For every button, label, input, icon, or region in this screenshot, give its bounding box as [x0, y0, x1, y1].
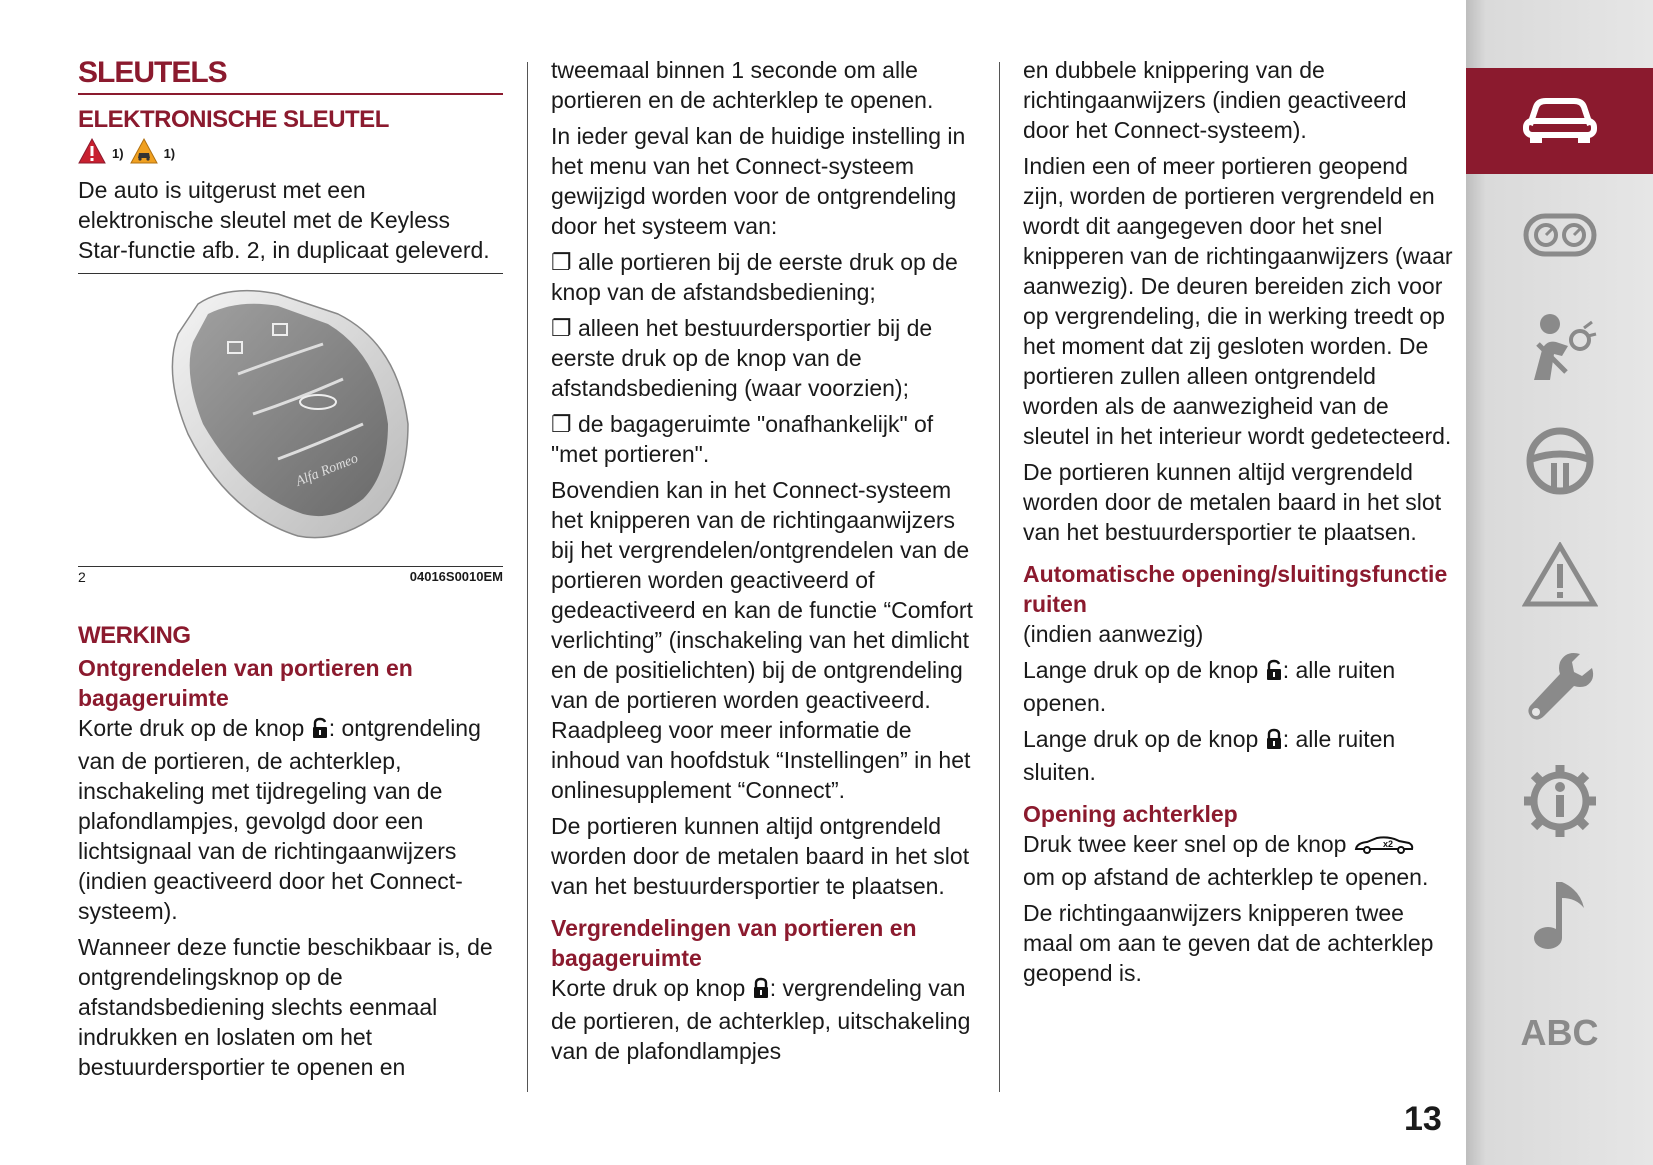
- sidebar-item-technical[interactable]: [1466, 750, 1653, 856]
- subsection-windows: Automatische opening/sluitingsfunctie ruiten: [1023, 561, 1448, 617]
- windows-close-text: Lange druk op de knop : alle ruiten sluiten.: [1023, 726, 1396, 785]
- danger-warning-icon: [78, 137, 106, 172]
- svg-text:x2: x2: [1382, 839, 1393, 849]
- sidebar-item-safety[interactable]: [1466, 297, 1653, 403]
- paragraph: Indien een of meer portieren geopend zijn, worden de portieren vergrendeld en wordt dit aangegeven door het snel knipperen van de richtingaanwijzers (waar aanwezig). De deuren bereiden zich voor op vergrendeling, die in werking treedt op het moment dat zij gesloten worden. De portieren zullen alleen ontgrendeld worden als de aanwezigheid van de sleutel in het interieur wordt gedetecteerd.: [1023, 153, 1453, 449]
- paragraph: Bovendien kan in het Connect-systeem het knipperen van de richtingaanwijzers bij het vergrendelen/ontgrendelen van de portieren worden geactiveerd of gedeactiveerd en kan de functie “Comfort verlichting” (inschakeling van het dimlicht en de positielichten) bij de ontgrendeling van de portieren worden geactiveerd. Raadpleeg voor meer informatie de inhoud van hoofdstuk “Instellingen” in het onlinesupplement “Connect”.: [551, 477, 973, 803]
- subsection-unlock: Ontgrendelen van portieren en bagageruimte: [78, 655, 413, 711]
- tailgate-x2-icon: [1353, 832, 1415, 862]
- column-1: [78, 55, 503, 1088]
- column-divider: [527, 62, 528, 1092]
- warning-ref: 1): [163, 146, 176, 161]
- sidebar-item-index[interactable]: [1466, 980, 1653, 1086]
- section-title-werking: WERKING: [78, 622, 191, 649]
- paragraph: en dubbele knippering van de richtingaanwijzers (indien geactiveerd door het Connect-systeem).: [1023, 57, 1407, 143]
- paragraph: tweemaal binnen 1 seconde om alle portieren en de achterklep te openen.: [551, 57, 934, 113]
- chapter-sidebar: [1466, 0, 1653, 1165]
- index-label: ABC: [1520, 1012, 1599, 1053]
- column-divider: [999, 62, 1000, 1092]
- airbag-icon: [1522, 310, 1598, 391]
- figure-caption: [78, 567, 503, 587]
- list-item: ❐ alle portieren bij de eerste druk op de knop van de afstandsbediening;: [551, 247, 981, 307]
- sidebar-item-dashboard[interactable]: [1466, 184, 1653, 290]
- warning-symbols: [78, 137, 503, 171]
- section-title-key: ELEKTRONISCHE SLEUTEL: [78, 106, 389, 133]
- list-item: ❐ de bagageruimte "onafhankelijk" of "met portieren".: [551, 409, 981, 469]
- list-item: ❐ alleen het bestuurdersportier bij de eerste druk op de knop van de afstandsbediening (waar voorzien);: [551, 313, 981, 403]
- unlock-icon: [1265, 658, 1283, 688]
- sidebar-item-maintenance[interactable]: [1466, 637, 1653, 743]
- intro-text: De auto is uitgerust met een elektronische sleutel met de Keyless Star-functie afb. 2, in duplicaat geleverd.: [78, 177, 490, 263]
- car-icon: [1522, 91, 1598, 152]
- unlock-icon: [311, 716, 329, 746]
- figure-code: 04016S0010EM: [409, 569, 503, 584]
- steering-wheel-icon: [1524, 425, 1596, 502]
- key-fob-image: [78, 274, 503, 566]
- subsection-tailgate: Opening achterklep: [1023, 801, 1238, 827]
- sidebar-item-emergency[interactable]: [1466, 524, 1653, 630]
- paragraph: De richtingaanwijzers knipperen twee maal om aan te geven dat de achterklep geopend is.: [1023, 900, 1434, 986]
- tailgate-text: Druk twee keer snel op de knop x2 om op afstand de achterklep te openen.: [1023, 831, 1429, 890]
- paragraph: (indien aanwezig): [1023, 621, 1204, 647]
- lock-text: Korte druk op knop : vergrendeling van de portieren, de achterklep, uitschakeling van de plafondlampjes: [551, 975, 971, 1064]
- sidebar-item-driving[interactable]: [1466, 410, 1653, 516]
- column-2: [551, 55, 981, 1072]
- wrench-icon: [1522, 650, 1598, 731]
- music-note-icon: [1530, 876, 1590, 957]
- info-gear-icon: [1522, 763, 1598, 844]
- car-caution-icon: [130, 137, 158, 172]
- sidebar-item-car[interactable]: [1466, 68, 1653, 174]
- key-figure: [78, 273, 503, 567]
- sidebar-item-multimedia[interactable]: [1466, 863, 1653, 969]
- paragraph: De portieren kunnen altijd ontgrendeld worden door de metalen baard in het slot van het bestuurdersportier te plaatsen.: [551, 813, 970, 899]
- paragraph: De portieren kunnen altijd vergrendeld worden door de metalen baard in het slot van het bestuurdersportier te plaatsen.: [1023, 459, 1442, 545]
- subsection-lock: Vergrendelingen van portieren en bagageruimte: [551, 915, 917, 971]
- paragraph: In ieder geval kan de huidige instelling in het menu van het Connect-systeem gewijzigd worden voor de ontgrendeling door het systeem van:: [551, 123, 966, 239]
- dashboard-icon: [1522, 210, 1598, 265]
- windows-open-text: Lange druk op de knop : alle ruiten openen.: [1023, 657, 1396, 716]
- figure-number: 2: [78, 569, 86, 585]
- warning-ref: 1): [112, 146, 124, 161]
- warning-icon: [1522, 542, 1598, 613]
- lock-icon: [752, 976, 770, 1006]
- page-number: 13: [1404, 1100, 1442, 1138]
- unlock-text-2: Wanneer deze functie beschikbaar is, de ontgrendelingsknop op de afstandsbediening slechts eenmaal indrukken en loslaten om het bestuurdersportier te openen en: [78, 934, 493, 1080]
- page-title: SLEUTELS: [78, 55, 503, 95]
- unlock-text: Korte druk op de knop : ontgrendeling van de portieren, de achterklep, inschakeling met tijdregeling van de plafondlampjes, gevolgd door een lichtsignaal van de richtingaanwijzers (indien geactiveerd door het Connect-systeem).: [78, 715, 481, 924]
- lock-icon: [1265, 727, 1283, 757]
- svg-text:Alfa Romeo: Alfa Romeo: [293, 451, 361, 490]
- column-3: [1023, 55, 1453, 994]
